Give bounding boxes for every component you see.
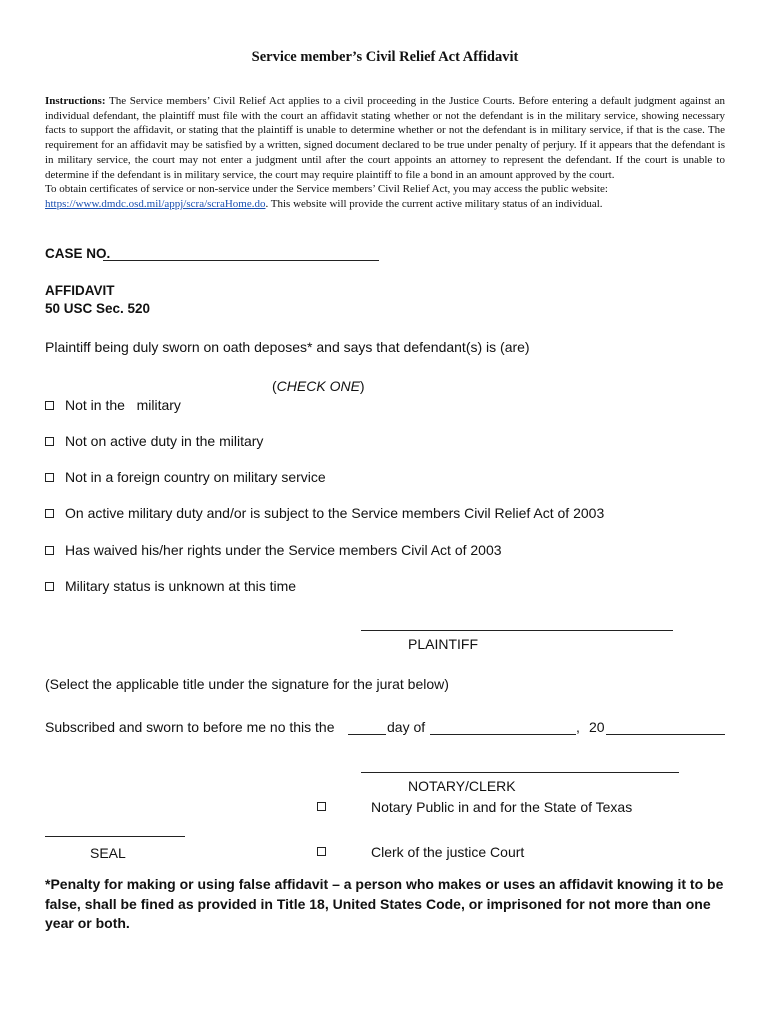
option-checkbox-waived-rights[interactable] <box>45 546 54 555</box>
subscribed-prefix: Subscribed and sworn to before me no this the <box>45 719 335 735</box>
day-of-label: day of <box>387 719 426 735</box>
deposes-statement: Plaintiff being duly sworn on oath deposes* and says that defendant(s) is (are) <box>45 339 530 355</box>
option-checkbox-status-unknown[interactable] <box>45 582 54 591</box>
option-label-status-unknown: Military status is unknown at this time <box>65 578 297 594</box>
case-number-label: CASE NO. <box>45 246 111 261</box>
notary-public-checkbox[interactable] <box>317 802 326 811</box>
notary-clerk-label: NOTARY/CLERK <box>408 778 516 794</box>
month-field[interactable] <box>430 734 576 735</box>
notary-public-label: Notary Public in and for the State of Texas <box>371 799 633 815</box>
check-one-label: CHECK ONE <box>276 378 360 394</box>
page-title: Service member’s Civil Relief Act Affidavit <box>251 49 519 65</box>
certificates-text: To obtain certificates of service or non-service under the Service members’ Civil Relief Act, you may access the public website: <box>45 183 608 196</box>
case-number-field[interactable] <box>103 260 379 261</box>
affidavit-heading: AFFIDAVIT <box>45 283 115 298</box>
option-label-not-foreign-country: Not in a foreign country on military service <box>65 469 326 485</box>
option-checkbox-not-foreign-country[interactable] <box>45 473 54 482</box>
date-comma: , <box>576 719 580 735</box>
option-checkbox-active-duty[interactable] <box>45 509 54 518</box>
penalty-notice: *Penalty for making or using false affidavit – a person who makes or uses an affidavit knowing it to be false, shall be fined as provided in Title 18, United States Code, or imprisoned for not more than one year or both. <box>45 876 724 931</box>
seal-label: SEAL <box>90 845 126 861</box>
option-label-not-in-military: Not in the military <box>65 397 181 413</box>
option-label-waived-rights: Has waived his/her rights under the Service members Civil Act of 2003 <box>65 542 502 558</box>
option-label-active-duty: On active military duty and/or is subject to the Service members Civil Relief Act of 2003 <box>65 505 605 521</box>
notary-signature-line[interactable] <box>361 772 679 773</box>
plaintiff-signature-line[interactable] <box>361 630 673 631</box>
day-field[interactable] <box>348 734 386 735</box>
plaintiff-label: PLAINTIFF <box>408 636 479 652</box>
link-suffix: . This website will provide the current active military status of an individual. <box>265 197 603 210</box>
instructions-block <box>45 94 725 212</box>
year-prefix: 20 <box>589 719 605 735</box>
instructions-label: Instructions: <box>45 95 106 107</box>
instructions-text: The Service members’ Civil Relief Act applies to a civil proceeding in the Justice Courts. Before entering a default judgment against an individual defendant, the plaintiff must file with the court an affidavit stating whether or not the defendant is in the military service, showing necessary facts to support the affidavit, or stating that the plaintiff is unable to determine whether or not the defendant is in military service, if that is the case. The requirement for an affidavit may be satisfied by a written, signed document declared to be true under penalty of perjury. If it appears that the defendant is in military service, the court may not enter a judgment until after the court appoints an attorney to represent the defendant. If the court is unable to determine if the defendant is in military service, the court may require plaintiff to file a bond in an amount approved by the court. <box>45 95 725 181</box>
option-checkbox-not-in-military[interactable] <box>45 401 54 410</box>
option-label-not-active-duty: Not on active duty in the military <box>65 433 264 449</box>
statute-reference: 50 USC Sec. 520 <box>45 301 151 316</box>
clerk-checkbox[interactable] <box>317 847 326 856</box>
year-field[interactable] <box>606 734 725 735</box>
seal-line <box>45 836 185 837</box>
clerk-label: Clerk of the justice Court <box>371 844 525 860</box>
jurat-note: (Select the applicable title under the signature for the jurat below) <box>45 676 449 692</box>
check-one-instruction: (CHECK ONE) <box>272 378 365 394</box>
option-checkbox-not-active-duty[interactable] <box>45 437 54 446</box>
scra-website-link[interactable]: https://www.dmdc.osd.mil/appj/scra/scraHome.do <box>45 197 266 210</box>
